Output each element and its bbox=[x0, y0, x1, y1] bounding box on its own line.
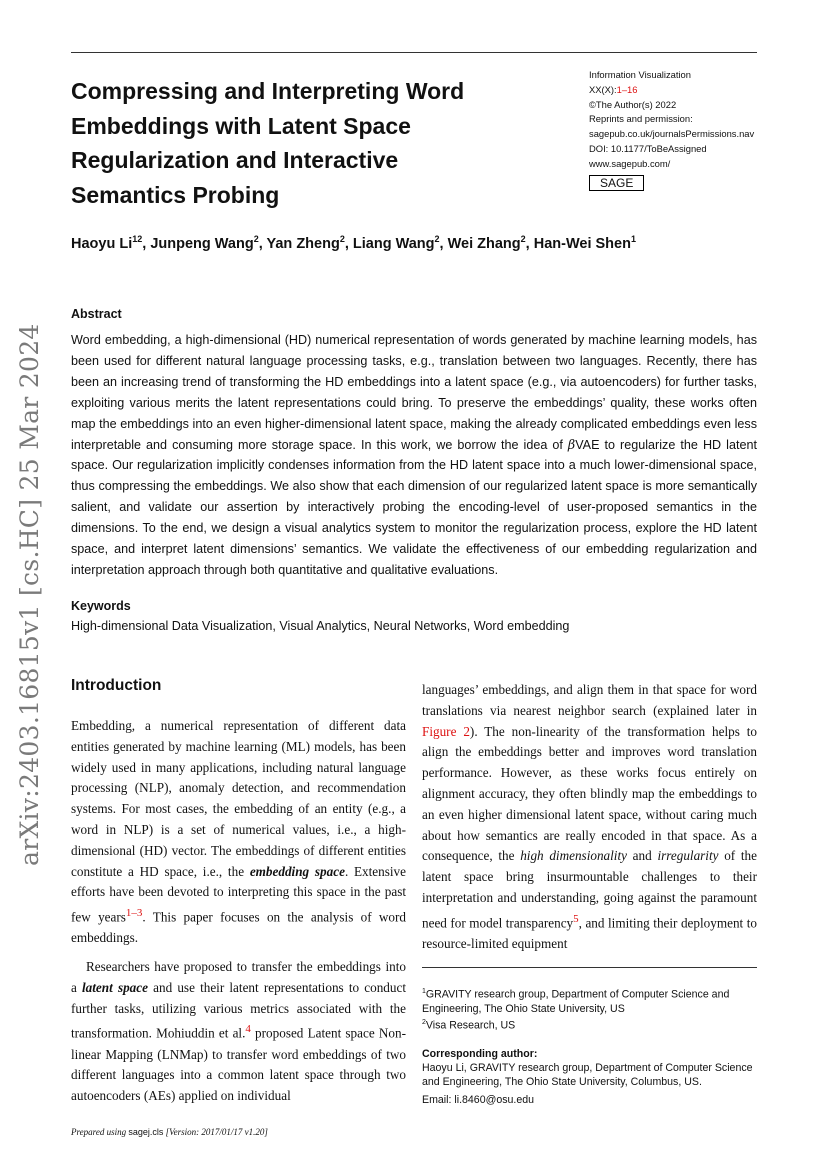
author: Wei Zhang bbox=[447, 235, 521, 252]
header-rule bbox=[71, 52, 757, 53]
citation-link[interactable]: 4 bbox=[245, 1023, 251, 1036]
author-affiliation: 2 bbox=[434, 234, 440, 244]
footnote-rule bbox=[422, 967, 757, 968]
author-affiliation: 2 bbox=[520, 234, 526, 244]
page-range-link[interactable]: 1–16 bbox=[616, 83, 638, 95]
citation-link[interactable]: 1–3 bbox=[125, 907, 143, 920]
author: Han-Wei Shen bbox=[533, 235, 631, 252]
intro-paragraph-2: Researchers have proposed to transfer the embeddings into a latent space and use their latent representations to conduct further tasks, utilizing various metrics associated with the transformation. Mohiuddin et al.$^4$ proposed Latent space Non-linear Mapping (LNMap) to transfer word embeddings of two different languages into a common latent space through two autoencoders (AEs) applied on individual bbox=[71, 959, 406, 1104]
author-affiliation: 2 bbox=[339, 234, 345, 244]
footnotes bbox=[422, 985, 758, 1107]
author: Junpeng Wang bbox=[150, 235, 254, 252]
doi: DOI: 10.1177/ToBeAssigned bbox=[589, 142, 707, 154]
corresponding-author-heading: Corresponding author: bbox=[422, 1047, 538, 1060]
author-affiliation: 2 bbox=[253, 234, 259, 244]
reprints-label: Reprints and permission: bbox=[589, 113, 693, 125]
citation-link[interactable]: 5 bbox=[573, 912, 579, 925]
journal-name: Information Visualization bbox=[589, 69, 691, 80]
figure-link[interactable]: Figure 2 bbox=[422, 723, 470, 739]
journal-volume: XX(X):1–16 bbox=[589, 83, 638, 95]
keywords-heading: Keywords bbox=[71, 599, 131, 613]
corresponding-email: Email: li.8460@osu.edu bbox=[422, 1094, 535, 1107]
intro-paragraph-1: Embedding, a numerical representation of different data entities generated by machine learning (ML) models, has been widely used in many applications, including natural language processing (NLP), anomaly detection, and recommendation systems. For most cases, the embedding of an entity (e.g., a word in NLP) is a set of numerical values, i.e., a high-dimensional (HD) vector. The embeddings of different entities constitute a HD space, i.e., the embedding space. Extensive efforts have been devoted to interpreting this space in the past few years$^{1-3}$. This paper focuses on the analysis of word embeddings. bbox=[71, 718, 407, 946]
author-affiliation: 12 bbox=[132, 234, 143, 244]
introduction-heading: Introduction bbox=[71, 677, 162, 694]
corresponding-author-text: Haoyu Li, GRAVITY research group, Department of Computer Science and Engineering, The Ohio State University, Columbus, US. bbox=[422, 1061, 753, 1089]
prepared-using-footer: Prepared using sagej.cls [Version: 2017/01/17 v1.20] bbox=[71, 1127, 268, 1137]
arxiv-identifier: arXiv:2403.16815v1 [cs.HC] 25 Mar 2024 bbox=[15, 323, 44, 866]
affiliation-1: $^1$GRAVITY research group, Department of Computer Science and Engineering, The Ohio State University, US bbox=[422, 988, 730, 1015]
author: Haoyu Li bbox=[71, 235, 133, 252]
paper-title: Compressing and Interpreting Word Embeddings with Latent Space Regularization and Interactive Semantics Probing bbox=[71, 78, 465, 208]
reprints-url: sagepub.co.uk/journalsPermissions.nav bbox=[589, 128, 755, 140]
abstract-text: Word embedding, a high-dimensional (HD) numerical representation of words generated by machine learning models, has been used for different natural language processing tasks, e.g., translation between two languages. Recently, there has been an increasing trend of transforming the HD embeddings into a latent space (e.g., via autoencoders) for further tasks, exploiting various merits the latent representations could bring. To preserve the embeddings’ quality, these works often map the embeddings into an even higher-dimensional latent space, making the already complicated embeddings even less interpretable and consuming more storage space. In this work, we borrow the idea of βVAE to regularize the HD latent space. Our regularization implicitly condenses information from the HD latent space into a much lower-dimensional space, thus compressing the embeddings. We also show that each dimension of our regularized latent space is more semantically salient, and validate our assertion by interactively probing the encoding-level of user-proposed semantics in the dimensions. To the end, we design a visual analytics system to monitor the regularization process, explore the HD latent space, and interpret latent dimensions’ semantics. We validate the effectiveness of our embedding regularization and interpretation approach through both quantitative and qualitative evaluations. bbox=[71, 333, 757, 577]
author: Liang Wang bbox=[352, 235, 435, 252]
sage-logo: SAGE bbox=[589, 175, 644, 191]
keywords-text: High-dimensional Data Visualization, Visual Analytics, Neural Networks, Word embedding bbox=[71, 619, 570, 633]
website: www.sagepub.com/ bbox=[589, 157, 671, 169]
copyright: ©The Author(s) 2022 bbox=[589, 98, 677, 110]
intro-paragraph-continued: languages’ embeddings, and align them in that space for word translations via nearest neighbor search (explained later in Figure 2). The non-linearity of the transformation helps to align the embeddings better and improves word translation performance. However, as these works focus entirely on alignment accuracy, they often blindly map the embeddings to an even higher dimensional latent space, without caring much about how semantics are really encoded in that space. As a consequence, the high dimensionality and irregularity of the latent space bring insurmountable challenges to their interpretation and understanding, going against the paramount need for model transparency$^5$, and limiting their deployment to resource-limited equipment bbox=[422, 682, 757, 951]
author-list: Haoyu Li$^{12}$, Junpeng Wang$^2$, Yan Zheng$^2$, Liang Wang$^2$, Wei Zhang$^2$, Han-Wei Shen$^1$ bbox=[71, 234, 636, 252]
abstract-heading: Abstract bbox=[71, 307, 122, 321]
affiliation-2: $^2$Visa Research, US bbox=[422, 1018, 516, 1032]
journal-info bbox=[589, 68, 789, 191]
author-affiliation: 1 bbox=[630, 234, 636, 244]
author: Yan Zheng bbox=[266, 235, 340, 252]
